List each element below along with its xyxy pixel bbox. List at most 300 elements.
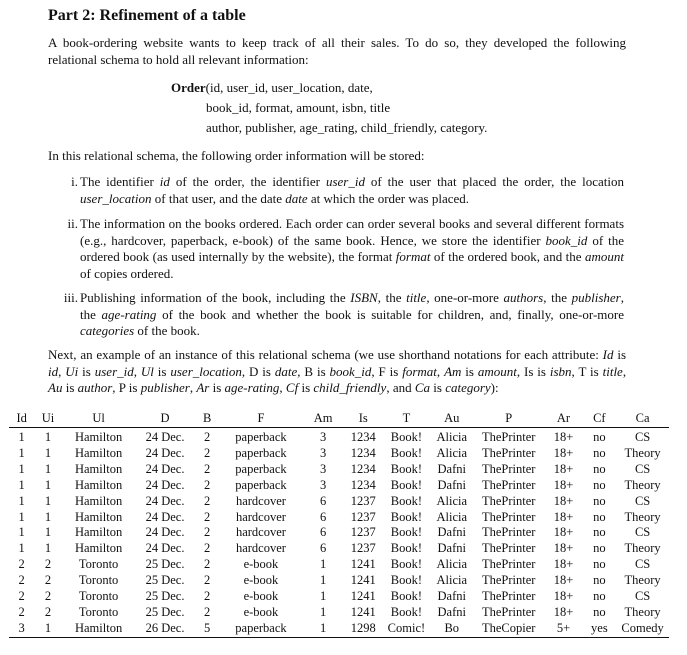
table-cell: 2	[204, 573, 211, 588]
table-cell: ThePrinter	[481, 461, 536, 476]
table-cell: 1	[302, 621, 344, 637]
table-cell: Hamilton	[74, 430, 123, 444]
table-cell: no	[593, 573, 606, 588]
text-run: of the order, the identifier	[169, 174, 326, 189]
table-cell: 1237	[350, 525, 376, 540]
column-header: Ul	[62, 409, 136, 428]
table-cell: 1	[18, 525, 25, 540]
table-cell: 18+	[553, 525, 574, 540]
table-cell: Dafni	[437, 589, 466, 604]
table-cell: Theory	[624, 445, 661, 460]
table-cell: ThePrinter	[481, 430, 536, 444]
table-cell: 6	[320, 541, 327, 556]
table-cell: 24 Dec.	[145, 445, 185, 460]
table-cell: 1	[18, 461, 25, 476]
table-cell: 1237	[350, 493, 376, 508]
text-run: ,	[279, 380, 286, 395]
table-cell: 24 Dec.	[145, 541, 185, 556]
table-cell: Hamilton	[74, 541, 123, 556]
table-cell: Alicia	[436, 493, 468, 508]
table-cell: Book!	[390, 557, 423, 572]
italic-term: isbn	[549, 363, 572, 379]
table-cell: 1241	[350, 589, 376, 604]
table-cell: 2	[204, 477, 211, 492]
table-cell: Book!	[390, 525, 423, 540]
italic-term: format	[402, 363, 437, 379]
table-cell: CS	[634, 430, 651, 444]
table-cell: 2	[204, 445, 211, 460]
column-header: Ar	[545, 409, 583, 428]
table-cell: 24 Dec.	[145, 525, 185, 540]
column-header: Ui	[34, 409, 61, 428]
table-cell: Dafni	[437, 477, 466, 492]
table-cell: 1298	[344, 621, 382, 637]
table-row	[9, 557, 669, 573]
table-cell: paperback	[235, 445, 287, 460]
table-cell: 1	[44, 461, 52, 476]
table-row	[9, 573, 669, 589]
italic-term: id	[48, 363, 59, 379]
italic-term: publisher	[571, 290, 621, 305]
italic-term: Ui	[65, 363, 79, 379]
table-cell: CS	[634, 525, 651, 540]
table-cell: hardcover	[235, 493, 286, 508]
italic-term: category	[445, 380, 491, 395]
table-cell: 1234	[350, 445, 376, 460]
text-run: ,	[133, 363, 141, 379]
table-cell: Theory	[624, 509, 661, 524]
table-cell: 25 Dec.	[145, 573, 185, 588]
table-cell: 1	[44, 493, 52, 508]
italic-term: title	[602, 363, 623, 379]
list-item-1	[58, 174, 624, 207]
table-cell: 24 Dec.	[145, 509, 185, 524]
table-cell: 1241	[350, 604, 376, 619]
table-cell: 18+	[553, 509, 574, 524]
table-cell: 1	[44, 430, 52, 444]
table-cell: 2	[204, 493, 211, 508]
table-cell: 25 Dec.	[145, 557, 185, 572]
italic-term: age-rating	[224, 380, 280, 395]
table-cell: 24 Dec.	[145, 461, 185, 476]
italic-term: Id	[602, 347, 614, 362]
table-cell: 1	[320, 589, 327, 604]
text-run: of that user, and the date	[151, 190, 286, 206]
table-cell: 24 Dec.	[145, 430, 185, 444]
table-cell: 3	[320, 477, 327, 492]
table-cell: paperback	[235, 430, 287, 444]
table-cell: Book!	[390, 477, 423, 492]
schema-attributes-1: (id, user_id, user_location, date,	[205, 80, 373, 95]
column-header: T	[382, 409, 430, 428]
column-header: B	[195, 409, 220, 428]
column-header: Am	[302, 409, 344, 428]
table-cell: Dafni	[437, 604, 466, 619]
table-cell: 2	[44, 589, 52, 604]
text-run: ,	[189, 380, 197, 395]
column-header: Ca	[616, 409, 669, 428]
italic-term: Ca	[414, 380, 431, 395]
table-cell: 2	[18, 589, 25, 604]
column-header: D	[136, 409, 195, 428]
column-header: P	[473, 409, 545, 428]
table-cell: CS	[634, 557, 651, 572]
text-run: is	[430, 380, 446, 395]
table-cell: Book!	[390, 445, 423, 460]
table-cell: ThePrinter	[481, 477, 536, 492]
table-row	[9, 428, 669, 446]
text-run: of the book.	[134, 323, 200, 338]
table-row	[9, 510, 669, 526]
table-cell: no	[593, 493, 606, 508]
table-cell: e-book	[243, 604, 279, 619]
table-cell: 18+	[553, 461, 574, 476]
table-cell: no	[593, 557, 606, 572]
table-cell: 1	[18, 477, 25, 492]
table-cell: 2	[204, 589, 211, 604]
table-row	[9, 462, 669, 478]
table-cell: 1237	[350, 509, 376, 524]
table-cell: 1	[18, 493, 25, 508]
table-cell: Toronto	[78, 573, 119, 588]
table-cell: Alicia	[436, 445, 468, 460]
italic-term: user_location	[170, 363, 242, 379]
column-header: F	[220, 409, 302, 428]
table-cell: Hamilton	[74, 477, 123, 492]
table-header-row	[9, 409, 669, 428]
text-run: , the	[377, 290, 407, 305]
text-run: is	[613, 347, 627, 362]
table-cell: Theory	[624, 477, 661, 492]
table-cell: no	[593, 477, 606, 492]
text-run: The information on the books ordered. Each order can order several books and several different formats (e.g., hardcover, paperback, e-book) of the same book. Hence, we store the identifier	[80, 216, 624, 248]
table-cell: ThePrinter	[481, 445, 536, 460]
table-cell: no	[593, 604, 606, 619]
text-run: , the	[543, 290, 572, 305]
table-cell: 1237	[350, 541, 376, 556]
text-run: ,	[58, 363, 66, 379]
schema-line-3: author, publisher, age_rating, child_friendly, category.	[206, 120, 488, 135]
table-cell: 18+	[553, 573, 574, 588]
list-item-text	[80, 174, 624, 207]
text-run: ):	[490, 380, 499, 395]
schema-line-2: book_id, format, amount, isbn, title	[206, 100, 391, 115]
italic-term: categories	[80, 323, 135, 338]
table-cell: Book!	[390, 430, 423, 444]
italic-term: Cf	[285, 380, 299, 395]
table-cell: Dafni	[437, 525, 466, 540]
table-cell: e-book	[243, 573, 279, 588]
table-cell: 5	[195, 621, 220, 637]
table-cell: 18+	[553, 557, 574, 572]
table-cell: Dafni	[437, 461, 466, 476]
text-run: , the	[80, 290, 624, 322]
text-run: , one-or-more	[426, 290, 504, 305]
table-cell: 5+	[545, 621, 583, 637]
text-run: of the book and whether the book is suitable for children, and, finally, one-or-more	[156, 306, 624, 322]
table-cell: 1234	[350, 477, 376, 492]
stored-intro: In this relational schema, the following order information will be stored:	[48, 148, 425, 163]
table-cell: Hamilton	[74, 509, 123, 524]
italic-term: Ar	[196, 380, 210, 395]
table-cell: ThePrinter	[481, 525, 536, 540]
italic-term: amount	[477, 363, 517, 379]
italic-term: book_id	[329, 363, 372, 379]
table-cell: 1	[18, 541, 25, 556]
example-paragraph	[48, 347, 626, 397]
table-cell: 2	[204, 604, 211, 619]
text-run: of the ordered book (as used internally by the website), the format	[80, 232, 624, 264]
italic-term: date	[274, 363, 298, 379]
table-cell: Book!	[390, 589, 423, 604]
table-cell: 18+	[553, 541, 574, 556]
text-run: at which the order was placed.	[307, 190, 470, 206]
table-cell: 2	[18, 604, 25, 619]
italic-term: format	[395, 249, 431, 264]
list-item-number: ii.	[67, 216, 78, 231]
table-cell: paperback	[235, 461, 287, 476]
text-run: , T is	[571, 363, 603, 379]
table-cell: Theory	[624, 541, 661, 556]
table-cell: 18+	[553, 589, 574, 604]
italic-term: ISBN	[350, 290, 378, 305]
table-cell: 2	[44, 573, 52, 588]
table-cell: 2	[44, 557, 52, 572]
table-cell: Alicia	[436, 430, 468, 444]
text-run: of the ordered book, and the	[430, 249, 585, 264]
table-cell: 2	[204, 461, 211, 476]
table-cell: ThePrinter	[481, 541, 536, 556]
text-run: Publishing information of the book, including the	[80, 290, 351, 305]
table-cell: 2	[204, 557, 211, 572]
table-cell: CS	[634, 589, 651, 604]
table-cell: Book!	[390, 493, 423, 508]
table-cell: no	[593, 589, 606, 604]
table-cell: ThePrinter	[481, 604, 536, 619]
table-cell: 26 Dec.	[136, 621, 195, 637]
schema-line-1	[171, 78, 373, 98]
table-cell: paperback	[235, 477, 287, 492]
text-run: is	[298, 380, 314, 395]
table-cell: yes	[582, 621, 616, 637]
text-run: of copies ordered.	[80, 265, 174, 281]
table-cell: Hamilton	[74, 493, 123, 508]
table-cell: no	[593, 525, 606, 540]
italic-term: child_friendly	[313, 380, 387, 395]
table-cell: 1	[320, 573, 327, 588]
italic-term: title	[406, 290, 427, 305]
table-cell: no	[593, 461, 606, 476]
list-item-2	[58, 216, 624, 282]
table-cell: ThePrinter	[481, 557, 536, 572]
table-cell: e-book	[243, 589, 279, 604]
table-row	[9, 605, 669, 621]
list-item-text	[80, 290, 624, 340]
table-cell: 1	[44, 541, 52, 556]
example-table	[9, 409, 669, 638]
table-row	[9, 541, 669, 557]
text-run: ,	[622, 363, 627, 379]
table-cell: Comedy	[616, 621, 669, 637]
table-cell: TheCopier	[473, 621, 545, 637]
table-cell: 3	[320, 461, 327, 476]
italic-term: Am	[444, 363, 462, 379]
table-cell: hardcover	[235, 509, 286, 524]
table-cell: hardcover	[235, 525, 286, 540]
italic-term: book_id	[545, 232, 588, 248]
table-cell: Book!	[390, 573, 423, 588]
table-cell: 2	[204, 525, 211, 540]
table-cell: no	[593, 445, 606, 460]
table-cell: Dafni	[437, 541, 466, 556]
table-cell: CS	[634, 461, 651, 476]
italic-term: authors	[503, 290, 544, 305]
table-cell: no	[593, 541, 606, 556]
table-cell: 1241	[350, 573, 376, 588]
table-row	[9, 589, 669, 605]
table-cell: 1	[320, 604, 327, 619]
table-cell: ThePrinter	[481, 573, 536, 588]
table-cell: 18+	[553, 493, 574, 508]
table-cell: Alicia	[436, 557, 468, 572]
table-cell: 24 Dec.	[145, 477, 185, 492]
table-cell: 3	[320, 445, 327, 460]
table-cell: no	[593, 430, 606, 444]
table-cell: 6	[320, 509, 327, 524]
table-cell: Theory	[624, 573, 661, 588]
table-cell: 24 Dec.	[145, 493, 185, 508]
table-cell: 2	[44, 604, 52, 619]
table-cell: Hamilton	[62, 621, 136, 637]
table-cell: 25 Dec.	[145, 604, 185, 619]
schema-name: Order	[171, 80, 206, 95]
table-cell: 3	[320, 430, 327, 444]
table-row	[9, 621, 669, 637]
table-cell: 18+	[553, 445, 574, 460]
table-cell: 2	[204, 541, 211, 556]
text-run: , P is	[112, 380, 141, 395]
table-cell: Book!	[390, 541, 423, 556]
table-cell: 1241	[350, 557, 376, 572]
column-header: Id	[9, 409, 34, 428]
text-run: ,	[436, 363, 445, 379]
table-cell: Toronto	[78, 604, 119, 619]
table-cell: paperback	[220, 621, 302, 637]
table-body	[9, 428, 669, 638]
list-item-text	[80, 216, 624, 282]
table-cell: ThePrinter	[481, 509, 536, 524]
table-cell: e-book	[243, 557, 279, 572]
table-cell: 1	[44, 525, 52, 540]
text-run: , and	[386, 380, 415, 395]
table-cell: Hamilton	[74, 445, 123, 460]
text-run: , Is is	[516, 363, 550, 379]
table-row	[9, 446, 669, 462]
table-cell: 25 Dec.	[145, 589, 185, 604]
text-run: of the user that placed the order, the location	[364, 174, 624, 189]
table-cell: Alicia	[436, 509, 468, 524]
text-run: is	[62, 380, 78, 395]
table-cell: 1234	[350, 430, 376, 444]
table-cell: Comic!	[382, 621, 430, 637]
table-cell: 18+	[553, 604, 574, 619]
table-cell: 6	[320, 493, 327, 508]
italic-term: user_id	[325, 174, 365, 189]
table-cell: no	[593, 509, 606, 524]
italic-term: Ul	[140, 363, 154, 379]
column-header: Au	[431, 409, 473, 428]
table-cell: 1	[34, 621, 61, 637]
table-cell: Hamilton	[74, 525, 123, 540]
italic-term: age-rating	[101, 306, 157, 322]
table-cell: 18+	[553, 477, 574, 492]
table-cell: Book!	[390, 461, 423, 476]
table-cell: 1	[44, 477, 52, 492]
italic-term: amount	[585, 249, 624, 264]
text-run: is	[461, 363, 478, 379]
column-header: Is	[344, 409, 382, 428]
table-cell: ThePrinter	[481, 493, 536, 508]
table-cell: Bo	[431, 621, 473, 637]
table-cell: Alicia	[436, 573, 468, 588]
italic-term: user_id	[94, 363, 134, 379]
table-cell: 1	[320, 557, 327, 572]
table-cell: Hamilton	[74, 461, 123, 476]
section-heading: Part 2: Refinement of a table	[48, 7, 246, 24]
table-cell: Toronto	[78, 557, 119, 572]
italic-term: user_location	[80, 190, 152, 206]
table-cell: Book!	[390, 604, 423, 619]
table-cell: 6	[320, 525, 327, 540]
table-cell: CS	[634, 493, 651, 508]
list-item-3	[58, 290, 624, 340]
table-cell: 2	[204, 509, 211, 524]
table-row	[9, 478, 669, 494]
table-cell: 3	[9, 621, 34, 637]
table-cell: 2	[18, 573, 25, 588]
table-cell: Theory	[624, 604, 661, 619]
table-cell: 18+	[553, 430, 574, 444]
table-row	[9, 525, 669, 541]
table-cell: 1	[44, 445, 52, 460]
text-run: , F is	[371, 363, 403, 379]
text-run: is	[153, 363, 171, 379]
table-cell: 1	[18, 430, 25, 444]
column-header: Cf	[582, 409, 616, 428]
table-cell: 2	[204, 430, 211, 444]
list-item-number: iii.	[63, 290, 78, 305]
italic-term: publisher	[140, 380, 190, 395]
italic-term: author	[77, 380, 113, 395]
text-run: , D is	[241, 363, 275, 379]
table-cell: Book!	[390, 509, 423, 524]
list-item-number: i.	[71, 174, 78, 189]
text-run: is	[209, 380, 225, 395]
italic-term: date	[285, 190, 308, 206]
text-run: , B is	[297, 363, 330, 379]
intro-paragraph: A book-ordering website wants to keep track of all their sales. To do so, they developed the following relational schema to hold all relevant information:	[48, 35, 626, 67]
table-cell: ThePrinter	[481, 589, 536, 604]
table-cell: 1	[18, 509, 25, 524]
italic-term: id	[159, 174, 170, 189]
table-cell: hardcover	[235, 541, 286, 556]
table-cell: 1234	[350, 461, 376, 476]
table-cell: 2	[18, 557, 25, 572]
table-cell: 1	[44, 509, 52, 524]
text-run: is	[78, 363, 95, 379]
text-run: Next, an example of an instance of this relational schema (we use shorthand notations for each attribute:	[48, 347, 603, 362]
text-run: The identifier	[80, 174, 160, 189]
